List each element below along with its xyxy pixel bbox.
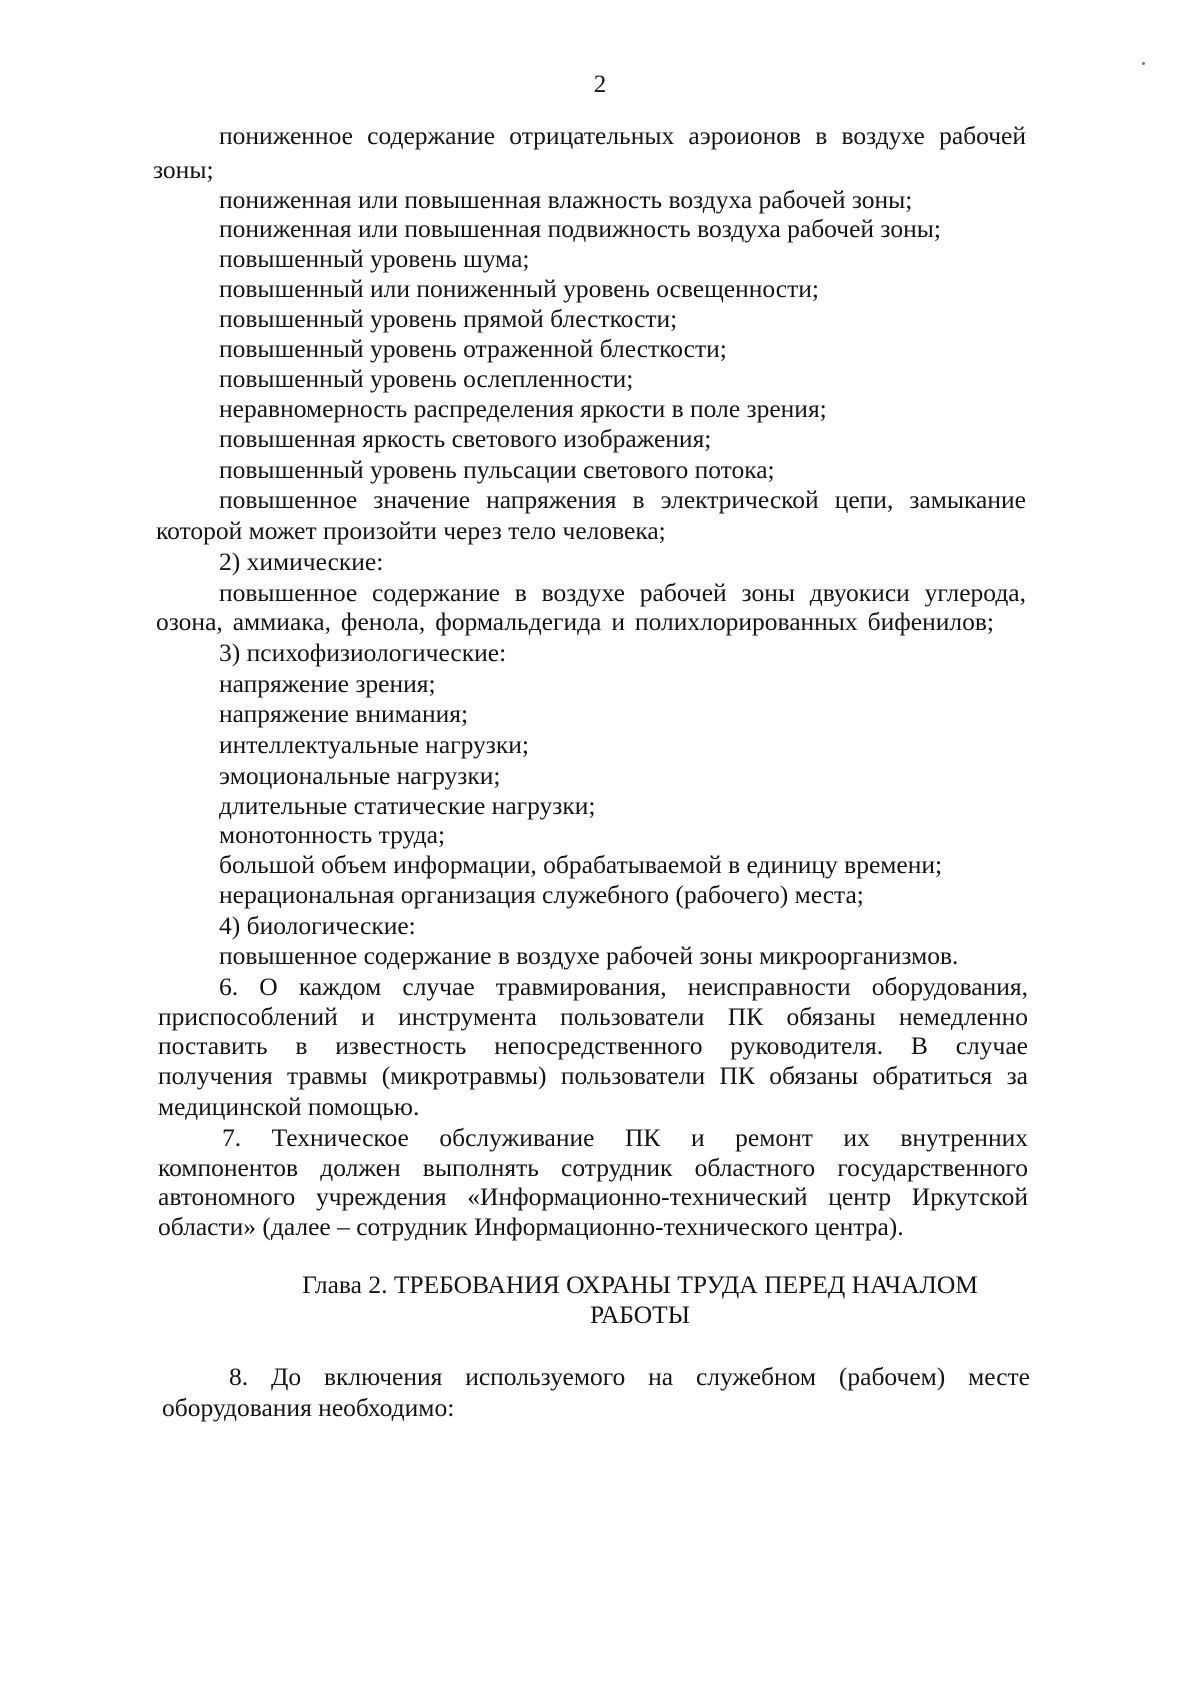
text-line: 7. Техническое обслуживание ПК и ремонт их внутренних <box>222 1123 1028 1152</box>
text-line: интеллектуальные нагрузки; <box>219 730 529 759</box>
text-line: нерациональная организация служебного (рабочего) места; <box>219 880 864 909</box>
text-line: большой объем информации, обрабатываемой в единицу времени; <box>219 850 943 879</box>
text-line: повышенное значение напряжения в электрической цепи, замыкание <box>219 485 1026 514</box>
text-line: 6. О каждом случае травмирования, неисправности оборудования, <box>219 972 1028 1001</box>
text-line: получения травмы (микротравмы) пользователи ПК обязаны обратиться за <box>158 1061 1028 1090</box>
text-line: автономного учреждения «Информационно-технический центр Иркутской <box>158 1182 1028 1211</box>
text-line: области» (далее – сотрудник Информационно-технического центра). <box>158 1212 904 1241</box>
text-line: оборудования необходимо: <box>162 1393 455 1422</box>
text-line: пониженная или повышенная влажность воздуха рабочей зоны; <box>219 185 913 214</box>
text-line: напряжение внимания; <box>219 699 469 728</box>
text-line: повышенное содержание в воздухе рабочей зоны двуокиси углерода, <box>219 578 1026 607</box>
text-line: пониженное содержание отрицательных аэроионов в воздухе рабочей <box>219 121 1026 150</box>
text-line: повышенный или пониженный уровень освещенности; <box>219 274 819 303</box>
chapter-title-continued: РАБОТЫ <box>589 1300 691 1329</box>
text-line: повышенная яркость светового изображения; <box>219 424 712 453</box>
text-line: 4) биологические: <box>219 911 416 940</box>
text-line: повышенный уровень отраженной блесткости; <box>219 334 727 363</box>
text-line: монотонность труда; <box>219 820 446 849</box>
text-line: которой может произойти через тело человека; <box>156 516 666 545</box>
text-line: озона, аммиака, фенола, формальдегида и полихлорированных бифенилов; <box>156 607 994 636</box>
page-number: 2 <box>593 71 607 98</box>
chapter-title: Глава 2. ТРЕБОВАНИЯ ОХРАНЫ ТРУДА ПЕРЕД НАЧАЛОМ <box>302 1270 978 1299</box>
text-line: пониженная или повышенная подвижность воздуха рабочей зоны; <box>219 214 941 243</box>
text-line: неравномерность распределения яркости в поле зрения; <box>219 394 827 423</box>
text-line: напряжение зрения; <box>219 669 436 698</box>
text-line: длительные статические нагрузки; <box>219 791 596 820</box>
text-line: повышенный уровень прямой блесткости; <box>219 304 678 333</box>
text-line: медицинской помощью. <box>158 1092 420 1121</box>
text-line: компонентов должен выполнять сотрудник областного государственного <box>158 1153 1028 1182</box>
text-line: повышенный уровень ослепленности; <box>219 364 634 393</box>
text-line: повышенное содержание в воздухе рабочей зоны микроорганизмов. <box>219 941 959 970</box>
text-line: зоны; <box>153 155 214 184</box>
text-line: приспособлений и инструмента пользователи ПК обязаны немедленно <box>158 1002 1028 1031</box>
text-line: 3) психофизиологические: <box>219 638 507 667</box>
text-line: 8. До включения используемого на служебном (рабочем) месте <box>229 1362 1030 1391</box>
text-line: эмоциональные нагрузки; <box>219 761 501 790</box>
text-line: 2) химические: <box>219 547 384 576</box>
text-line: поставить в известность непосредственного руководителя. В случае <box>158 1031 1028 1060</box>
text-line: повышенный уровень шума; <box>219 244 530 273</box>
text-line: повышенный уровень пульсации светового потока; <box>219 455 775 484</box>
scan-speck <box>1142 62 1145 65</box>
